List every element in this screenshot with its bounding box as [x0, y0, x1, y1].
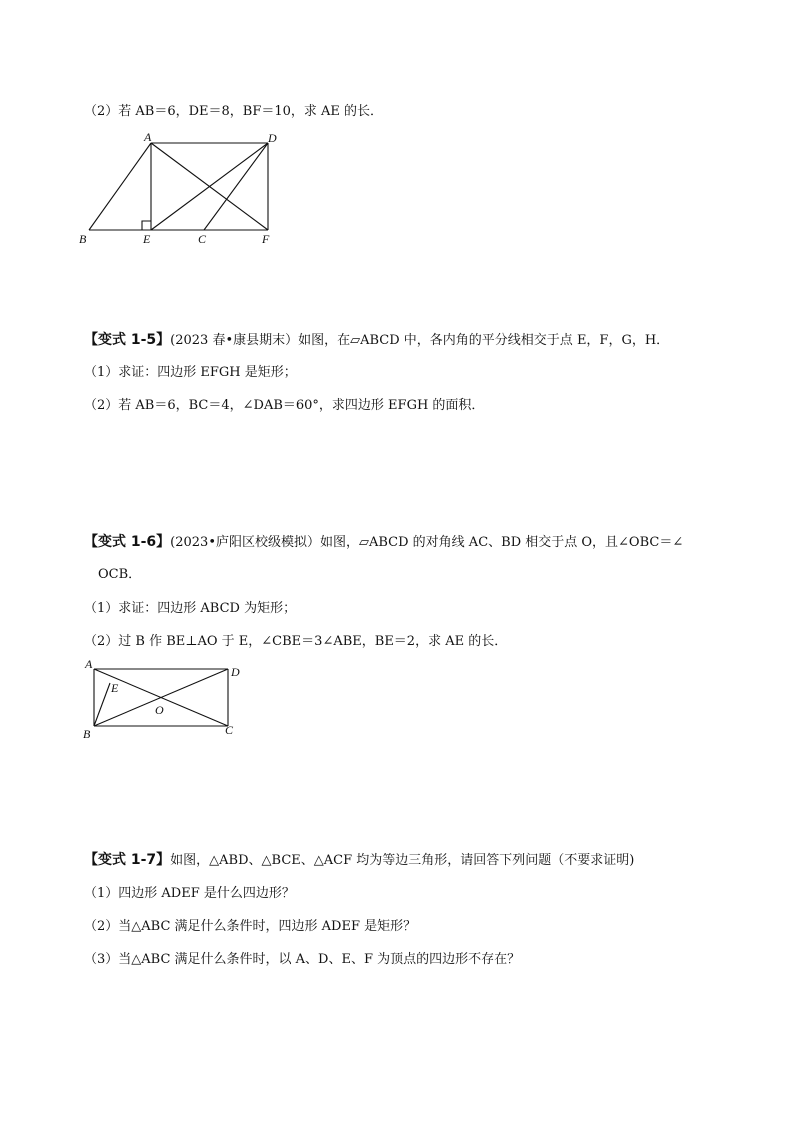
p3-part2: （2）过 B 作 BE⊥AO 于 E，∠CBE＝3∠ABE，BE＝2，求 AE 的长． — [84, 634, 508, 649]
p2-stem-line — [84, 331, 669, 350]
p4-stem-line — [84, 851, 634, 870]
label-E: E — [111, 681, 119, 695]
p3-tag: 【变式 1-6】 — [84, 534, 171, 550]
label-D: D — [231, 665, 240, 679]
label-C: C — [198, 232, 207, 246]
p3-stem-1: (2023•庐阳区校级模拟）如图，▱ABCD 的对角线 AC、BD 相交于点 O，且∠OBC＝∠ — [170, 535, 684, 550]
label-C: C — [225, 723, 234, 737]
p2-stem: (2023 春•康县期末）如图，在▱ABCD 中，各内角的平分线相交于点 E，F，G，H． — [170, 333, 670, 348]
label-F: F — [262, 232, 270, 246]
figure-parallelogram-rectangle — [74, 130, 284, 248]
p2-part2: （2）若 AB＝6，BC＝4，∠DAB＝60°，求四边形 EFGH 的面积． — [84, 398, 485, 413]
label-O: O — [155, 703, 164, 717]
p2-tag: 【变式 1-5】 — [84, 332, 171, 348]
label-D: D — [268, 131, 277, 145]
p3-part1: （1）求证：四边形 ABCD 为矩形； — [84, 601, 297, 616]
p4-tag: 【变式 1-7】 — [84, 852, 171, 868]
p3-stem-line1 — [84, 533, 683, 552]
figure-rectangle-diagonals — [78, 656, 248, 742]
p4-part3: （3）当△ABC 满足什么条件时，以 A、D、E、F 为顶点的四边形不存在？ — [84, 952, 521, 967]
p1-part2: （2）若 AB＝6，DE＝8，BF＝10，求 AE 的长． — [84, 104, 384, 119]
p2-part1: （1）求证：四边形 EFGH 是矩形； — [84, 365, 297, 380]
label-A: A — [144, 130, 152, 144]
label-E: E — [143, 232, 151, 246]
p4-stem: 如图，△ABD、△BCE、△ACF 均为等边三角形，请回答下列问题（不要求证明) — [170, 853, 635, 868]
label-A: A — [85, 657, 93, 671]
label-B: B — [79, 232, 87, 246]
p4-part2: （2）当△ABC 满足什么条件时，四边形 ADEF 是矩形？ — [84, 919, 417, 934]
p4-part1: （1）四边形 ADEF 是什么四边形？ — [84, 886, 295, 901]
p3-stem-line2: OCB． — [98, 567, 142, 582]
label-B: B — [83, 727, 91, 741]
